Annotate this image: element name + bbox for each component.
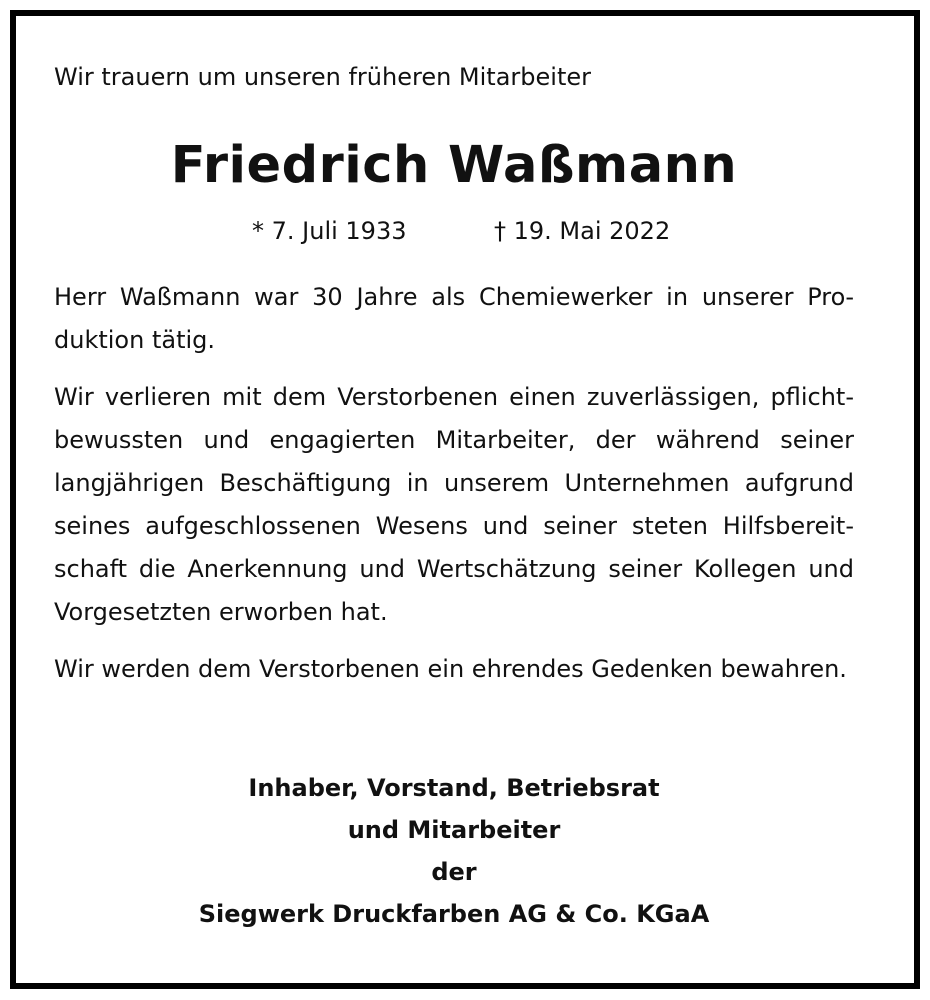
signature-block: [54, 767, 854, 935]
company-name: Siegwerk Druckfarben AG & Co. KGaA: [198, 900, 710, 928]
paragraph-tribute: Wir verlieren mit dem Verstorbenen einen zuverlässigen, pflichtbewussten und engagierten Mitarbeiter, der während seiner langjährigen Beschäftigung in unserem Unternehmen aufgrund seines aufgeschlossenen Wesens und seiner steten Hilfsbereitschaft die Anerkennung und Wertschätzung seiner Kollegen und Vorgesetzten erworben hat.: [54, 383, 854, 626]
signature-line: Inhaber, Vorstand, Betriebsrat: [248, 774, 660, 802]
life-dates: [54, 214, 854, 254]
paragraph-employment: Herr Waßmann war 30 Jahre als Chemiewerker in unserer Produktion tätig.: [54, 283, 854, 354]
signature-line: und Mitarbeiter: [347, 816, 561, 844]
birth-date: * 7. Juli 1933: [252, 217, 407, 245]
obituary-notice: [54, 54, 854, 935]
deceased-name: Friedrich Waßmann: [170, 136, 738, 195]
intro-text: Wir trauern um unseren früheren Mitarbeiter: [54, 63, 591, 91]
paragraph-remembrance: Wir werden dem Verstorbenen ein ehrendes Gedenken bewahren.: [54, 655, 847, 683]
death-date: † 19. Mai 2022: [494, 217, 671, 245]
signature-line: der: [431, 858, 477, 886]
